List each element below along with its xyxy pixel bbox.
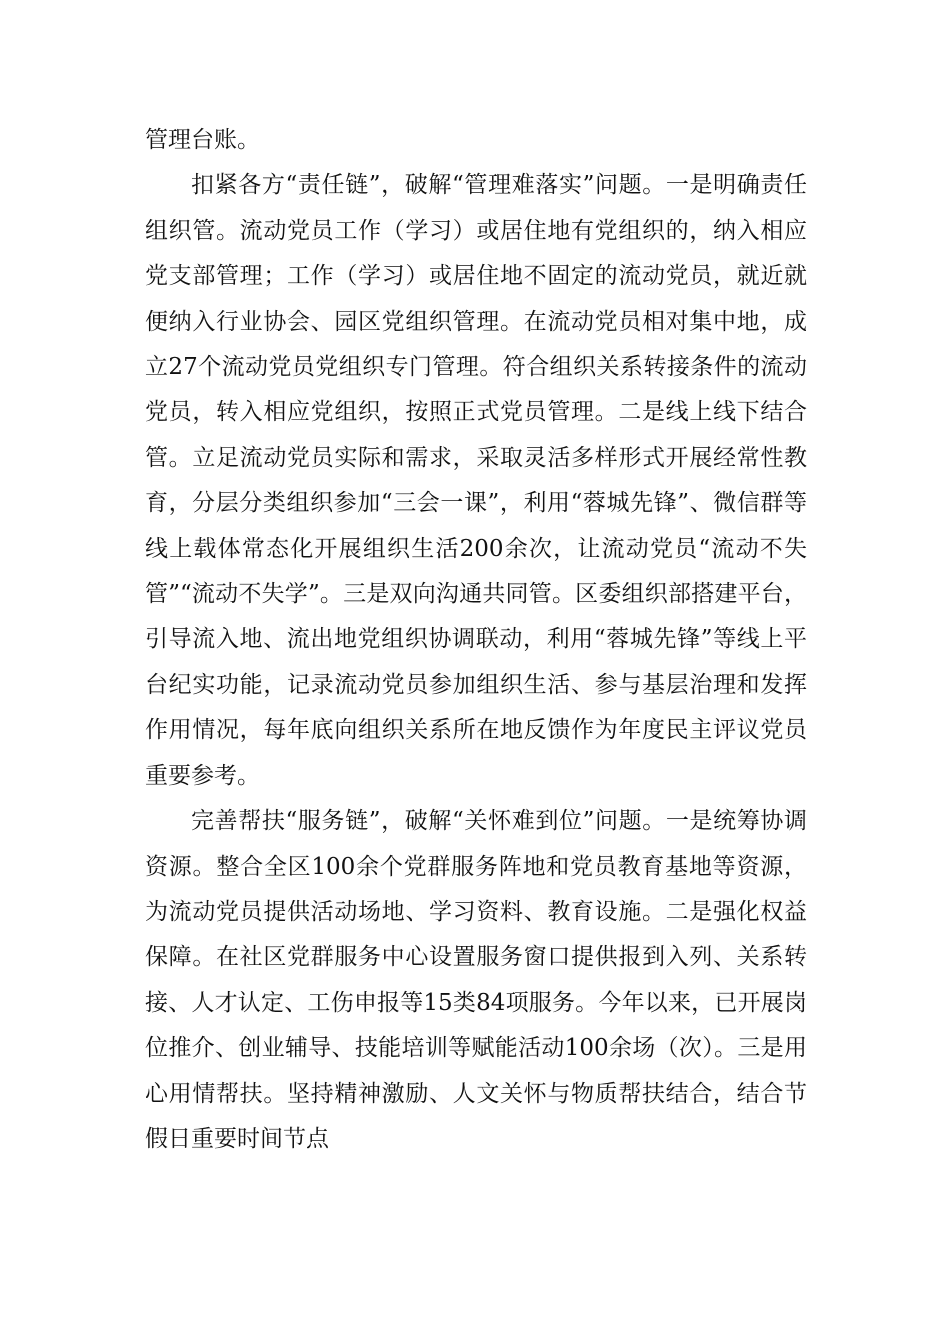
document-body bbox=[145, 118, 807, 1162]
paragraph-service-chain: 完善帮扶“服务链”，破解“关怀难到位”问题。一是统筹协调资源。整合全区100余个党群服务阵地和党员教育基地等资源，为流动党员提供活动场地、学习资料、教育设施。二是强化权益保障。在社区党群服务中心设置服务窗口提供报到入列、关系转接、人才认定、工伤申报等15类84项服务。今年以来，已开展岗位推介、创业辅导、技能培训等赋能活动100余场（次）。三是用心用情帮扶。坚持精神激励、人文关怀与物质帮扶结合，结合节假日重要时间节点 bbox=[145, 808, 807, 1152]
paragraph-responsibility-chain: 扣紧各方“责任链”，破解“管理难落实”问题。一是明确责任组织管。流动党员工作（学习）或居住地有党组织的，纳入相应党支部管理；工作（学习）或居住地不固定的流动党员，就近就便纳入行业协会、园区党组织管理。在流动党员相对集中地，成立27个流动党员党组织专门管理。符合组织关系转接条件的流动党员，转入相应党组织，按照正式党员管理。二是线上线下结合管。立足流动党员实际和需求，采取灵活多样形式开展经常性教育，分层分类组织参加“三会一课”，利用“蓉城先锋”、微信群等线上载体常态化开展组织生活200余次，让流动党员“流动不失管”“流动不失学”。三是双向沟通共同管。区委组织部搭建平台，引导流入地、流出地党组织协调联动，利用“蓉城先锋”等线上平台纪实功能，记录流动党员参加组织生活、参与基层治理和发挥作用情况，每年底向组织关系所在地反馈作为年度民主评议党员重要参考。 bbox=[145, 172, 807, 789]
paragraph-continuation: 管理台账。 bbox=[145, 127, 260, 153]
